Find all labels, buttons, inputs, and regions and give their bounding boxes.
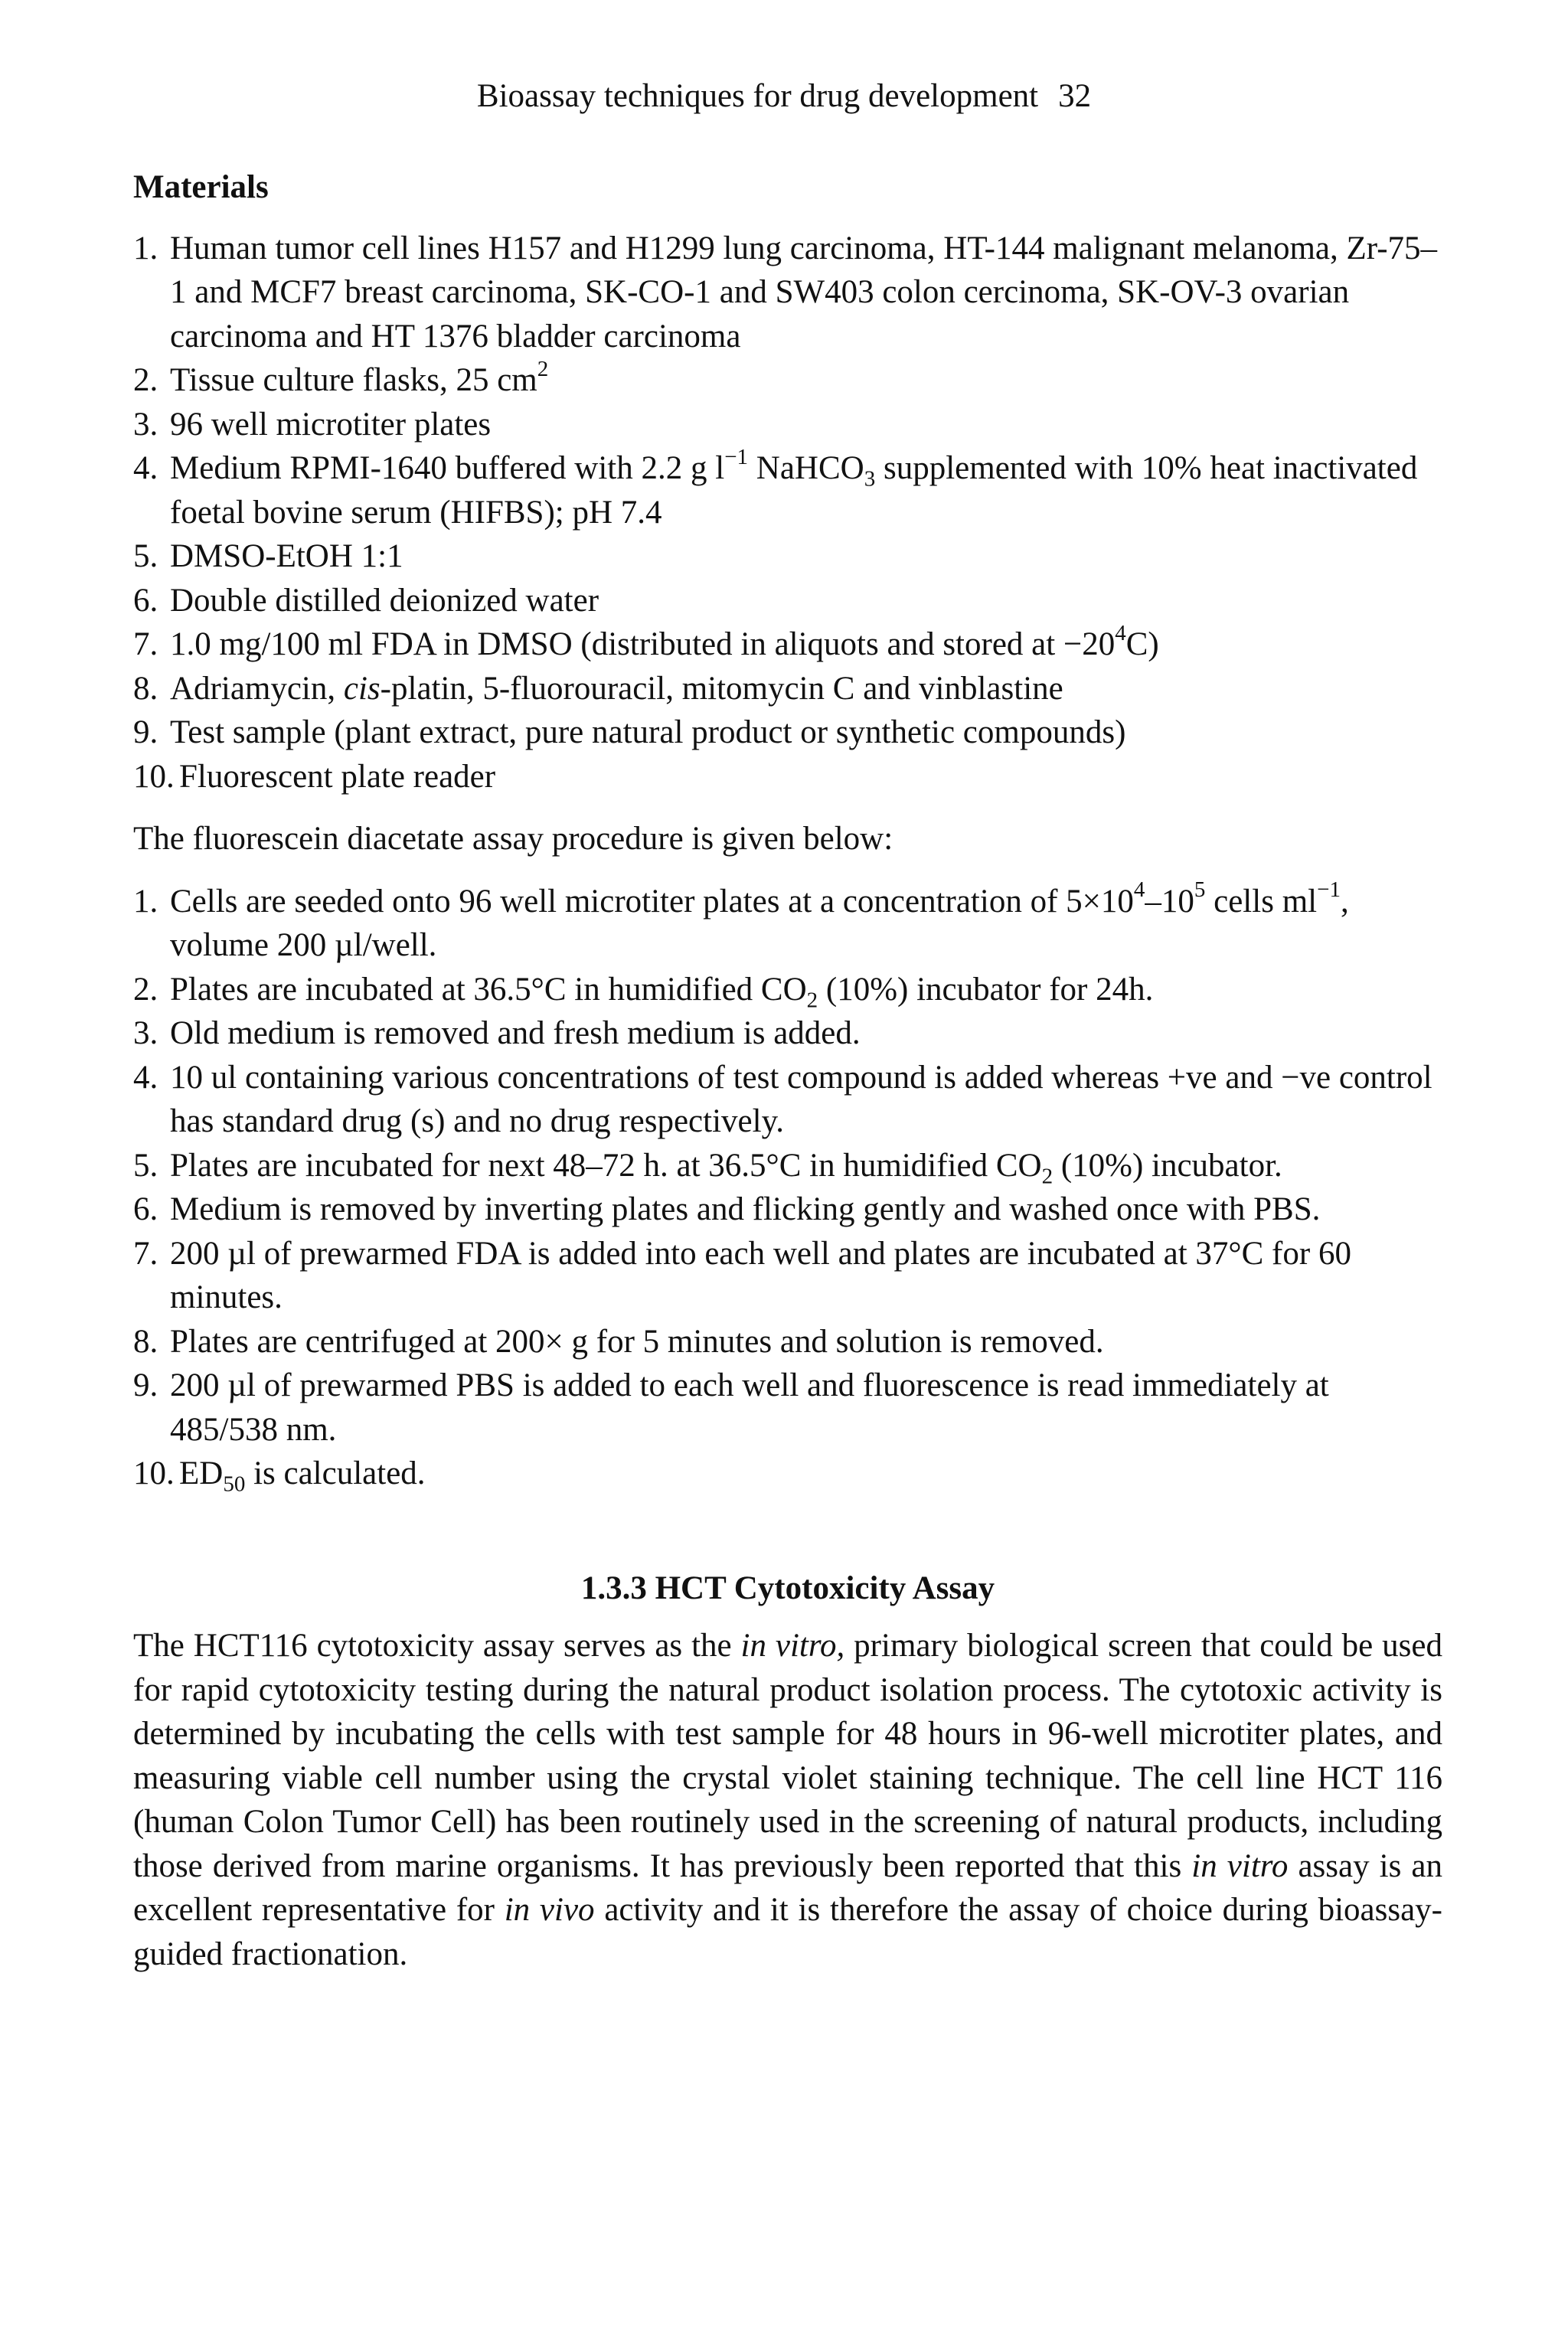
page-content xyxy=(133,165,1442,1976)
list-item: 10. Fluorescent plate reader xyxy=(133,755,1442,799)
list-item: 5. Plates are incubated for next 48–72 h. at 36.5°C in humidified $CO_2$ (10%) incubator. xyxy=(133,1144,1442,1188)
list-item: 6. Double distilled deionized water xyxy=(133,579,1442,623)
list-item: 2. Plates are incubated at 36.5°C in humidified $CO_2$ (10%) incubator for 24h. xyxy=(133,968,1442,1012)
running-header-title: Bioassay techniques for drug development xyxy=(476,78,1039,114)
list-item: 7. 200 µl of prewarmed FDA is added into each well and plates are incubated at 37°C for 60 minutes. xyxy=(133,1232,1442,1320)
procedure-steps xyxy=(133,877,1442,1497)
list-item: 8. Plates are centrifuged at 200× g for 5 minutes and solution is removed. xyxy=(133,1320,1442,1364)
list-item: 10. $ED_{50}$ is calculated. xyxy=(133,1452,1442,1496)
step-number: 4. xyxy=(133,1059,158,1096)
list-item: 3. 96 well microtiter plates xyxy=(133,403,1442,447)
body-paragraph: The HCT116 cytotoxicity assay serves as the in vitro, primary biological screen that could be used for rapid cytotoxicity testing during the natural product isolation process. The cytotoxic activity is determined by incubating the cells with test sample for 48 hours in 96-well microtiter plates, and measuring viable cell number using the crystal violet staining technique. The cell line HCT 116 (human Colon Tumor Cell) has been routinely used in the screening of natural products, including those derived from marine organisms. It has previously been reported that this in vitro assay is an excellent representative for in vivo activity and it is therefore the assay of choice during bioassay-guided fractionation. xyxy=(133,1628,1442,1972)
step-number: 6. xyxy=(133,1191,158,1227)
item-number: 2. xyxy=(133,362,158,398)
list-item: 5. DMSO-EtOH 1:1 xyxy=(133,534,1442,579)
item-number: 10. xyxy=(133,758,175,795)
item-number: 5. xyxy=(133,538,158,574)
step-number: 1. xyxy=(133,883,158,920)
list-item: 3. Old medium is removed and fresh medium is added. xyxy=(133,1011,1442,1056)
list-item: 1. Cells are seeded onto 96 well microtiter plates at a concentration of $5\times 10^4-10^5$ cells $ml^{-1}$, volume 200 µl/well. xyxy=(133,877,1349,963)
item-number: 1. xyxy=(133,230,158,266)
item-number: 9. xyxy=(133,714,158,750)
list-item: 9. Test sample (plant extract, pure natural product or synthetic compounds) xyxy=(133,710,1442,755)
list-item: 6. Medium is removed by inverting plates and flicking gently and washed once with PBS. xyxy=(133,1187,1442,1232)
step-number: 7. xyxy=(133,1235,158,1272)
step-number: 8. xyxy=(133,1323,158,1360)
step-number: 10. xyxy=(133,1455,175,1491)
materials-heading: Materials xyxy=(133,169,269,205)
page-number: 32 xyxy=(1058,78,1092,114)
item-number: 7. xyxy=(133,626,158,662)
running-header xyxy=(0,74,1568,119)
list-item: 7. 1.0 mg/100 ml FDA in DMSO (distributed in aliquots and stored at $-20^4C$) xyxy=(133,622,1442,667)
materials-list xyxy=(133,227,1442,799)
procedure-intro: The fluorescein diacetate assay procedure is given below: xyxy=(133,821,893,857)
item-number: 8. xyxy=(133,670,158,707)
step-number: 9. xyxy=(133,1367,158,1403)
list-item: 4. 10 ul containing various concentrations of test compound is added whereas +ve and −ve control has standard drug (s) and no drug respectively. xyxy=(133,1056,1442,1144)
step-number: 2. xyxy=(133,971,158,1008)
list-item: 2. Tissue culture flasks, 25 $cm^2$ xyxy=(133,358,1442,403)
list-item: 1. Human tumor cell lines H157 and H1299 lung carcinoma, HT-144 malignant melanoma, Zr-75–1 and MCF7 breast carcinoma, SK-CO-1 and SW403 colon cercinoma, SK-OV-3 ovarian carcinoma and HT 1376 bladder carcinoma xyxy=(133,227,1442,359)
section-title: 1.3.3 HCT Cytotoxicity Assay xyxy=(580,1570,995,1606)
item-number: 6. xyxy=(133,582,158,619)
list-item: 8. Adriamycin, cis-platin, 5-fluorouracil, mitomycin C and vinblastine xyxy=(133,667,1442,711)
step-number: 3. xyxy=(133,1015,158,1051)
list-item: 9. 200 µl of prewarmed PBS is added to each well and fluorescence is read immediately at 485/538 nm. xyxy=(133,1364,1442,1452)
list-item: 4. Medium RPMI-1640 buffered with 2.2 g $l^{-1}$ NaHCO$_3$ supplemented with 10% heat inactivated foetal bovine serum (HIFBS); pH 7.4 xyxy=(133,444,1418,531)
item-number: 4. xyxy=(133,450,158,486)
item-number: 3. xyxy=(133,406,158,443)
step-number: 5. xyxy=(133,1147,158,1184)
